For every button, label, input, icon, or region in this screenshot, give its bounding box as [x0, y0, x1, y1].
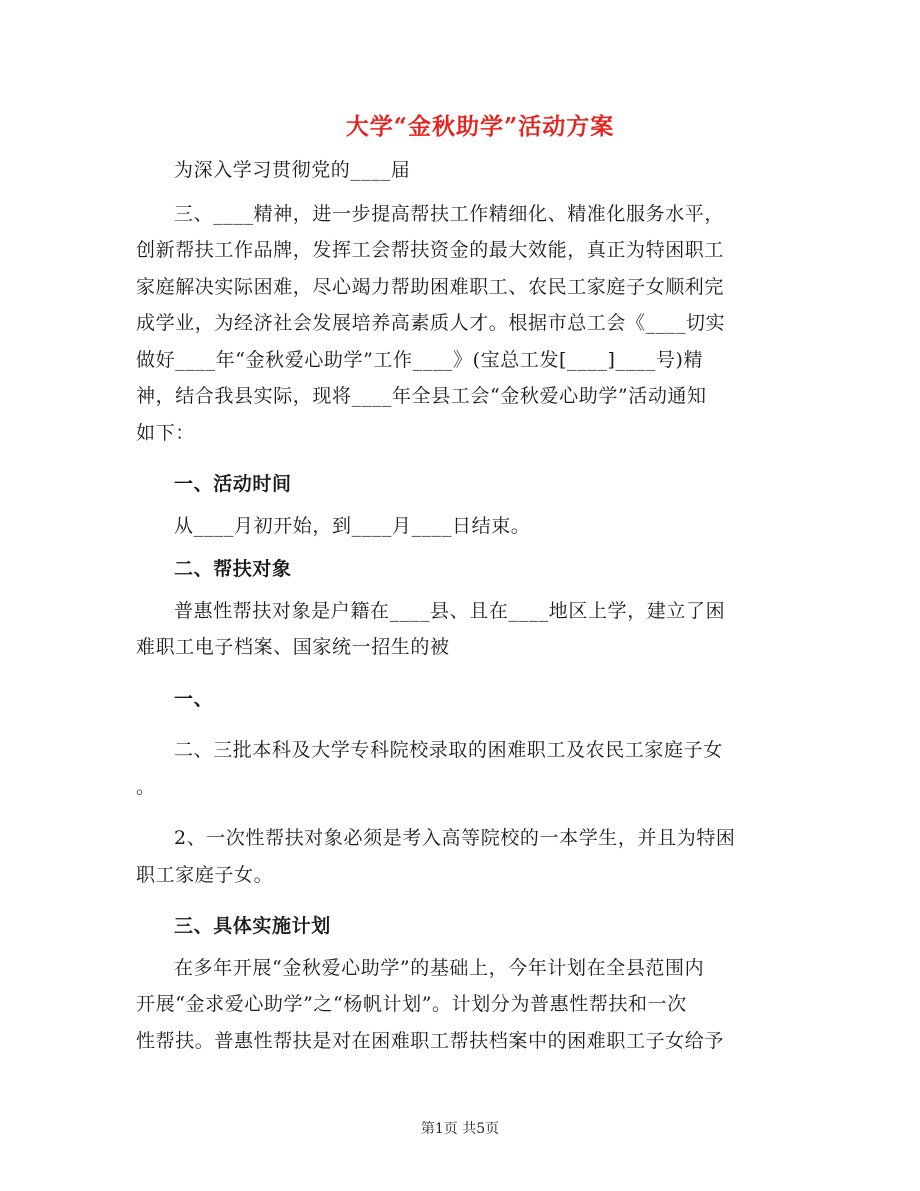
paragraph-line: 从____月初开始，到____月____日结束。	[174, 514, 531, 537]
paragraph-line: 2、一次性帮扶对象必须是考入高等院校的一本学生，并且为特困	[174, 827, 736, 849]
section-heading-beneficiaries: 二、帮扶对象	[174, 558, 292, 580]
paragraph-line: 如下：	[136, 421, 195, 444]
paragraph-line: 。	[136, 775, 156, 798]
paragraph-line: 开展“金求爱心助学”之“杨帆计划”。计划分为普惠性帮扶和一次	[136, 993, 687, 1015]
document-title: 大学“金秋助学”活动方案	[345, 113, 615, 140]
section-heading-activity-time: 一、活动时间	[174, 473, 292, 495]
paragraph-line: 一、	[174, 687, 214, 710]
paragraph-line: 职工家庭子女。	[136, 863, 274, 886]
paragraph-line: 二、三批本科及大学专科院校录取的困难职工及农民工家庭子女	[174, 739, 723, 761]
paragraph-line: 神，结合我县实际，现将____年全县工会“金秋爱心助学”活动通知	[136, 385, 707, 407]
paragraph-line: 家庭解决实际困难，尽心竭力帮助困难职工、农民工家庭子女顺利完	[136, 275, 725, 298]
paragraph-line: 三、____精神，进一步提高帮扶工作精细化、精准化服务水平，	[174, 202, 725, 225]
section-heading-implementation-plan: 三、具体实施计划	[174, 915, 331, 937]
paragraph-line: 做好____年“金秋爱心助学”工作____》(宝总工发[____]____号)精	[136, 348, 704, 371]
page-number: 第1页 共5页	[420, 1121, 500, 1137]
paragraph-line: 难职工电子档案、国家统一招生的被	[136, 636, 450, 658]
paragraph-line: 普惠性帮扶对象是户籍在____县、且在____地区上学，建立了困	[174, 599, 726, 622]
paragraph-line: 在多年开展“金秋爱心助学”的基础上，今年计划在全县范围内	[174, 956, 705, 979]
document-body	[136, 152, 784, 1059]
paragraph-line: 性帮扶。普惠性帮扶是对在困难职工帮扶档案中的困难职工子女给予	[136, 1029, 725, 1052]
paragraph-line: 为深入学习贯彻党的____届	[174, 159, 411, 181]
paragraph-line: 创新帮扶工作品牌，发挥工会帮扶资金的最大效能，真正为特困职工	[136, 239, 725, 261]
paragraph-line: 成学业，为经济社会发展培养高素质人才。根据市总工会《____切实	[136, 312, 726, 334]
